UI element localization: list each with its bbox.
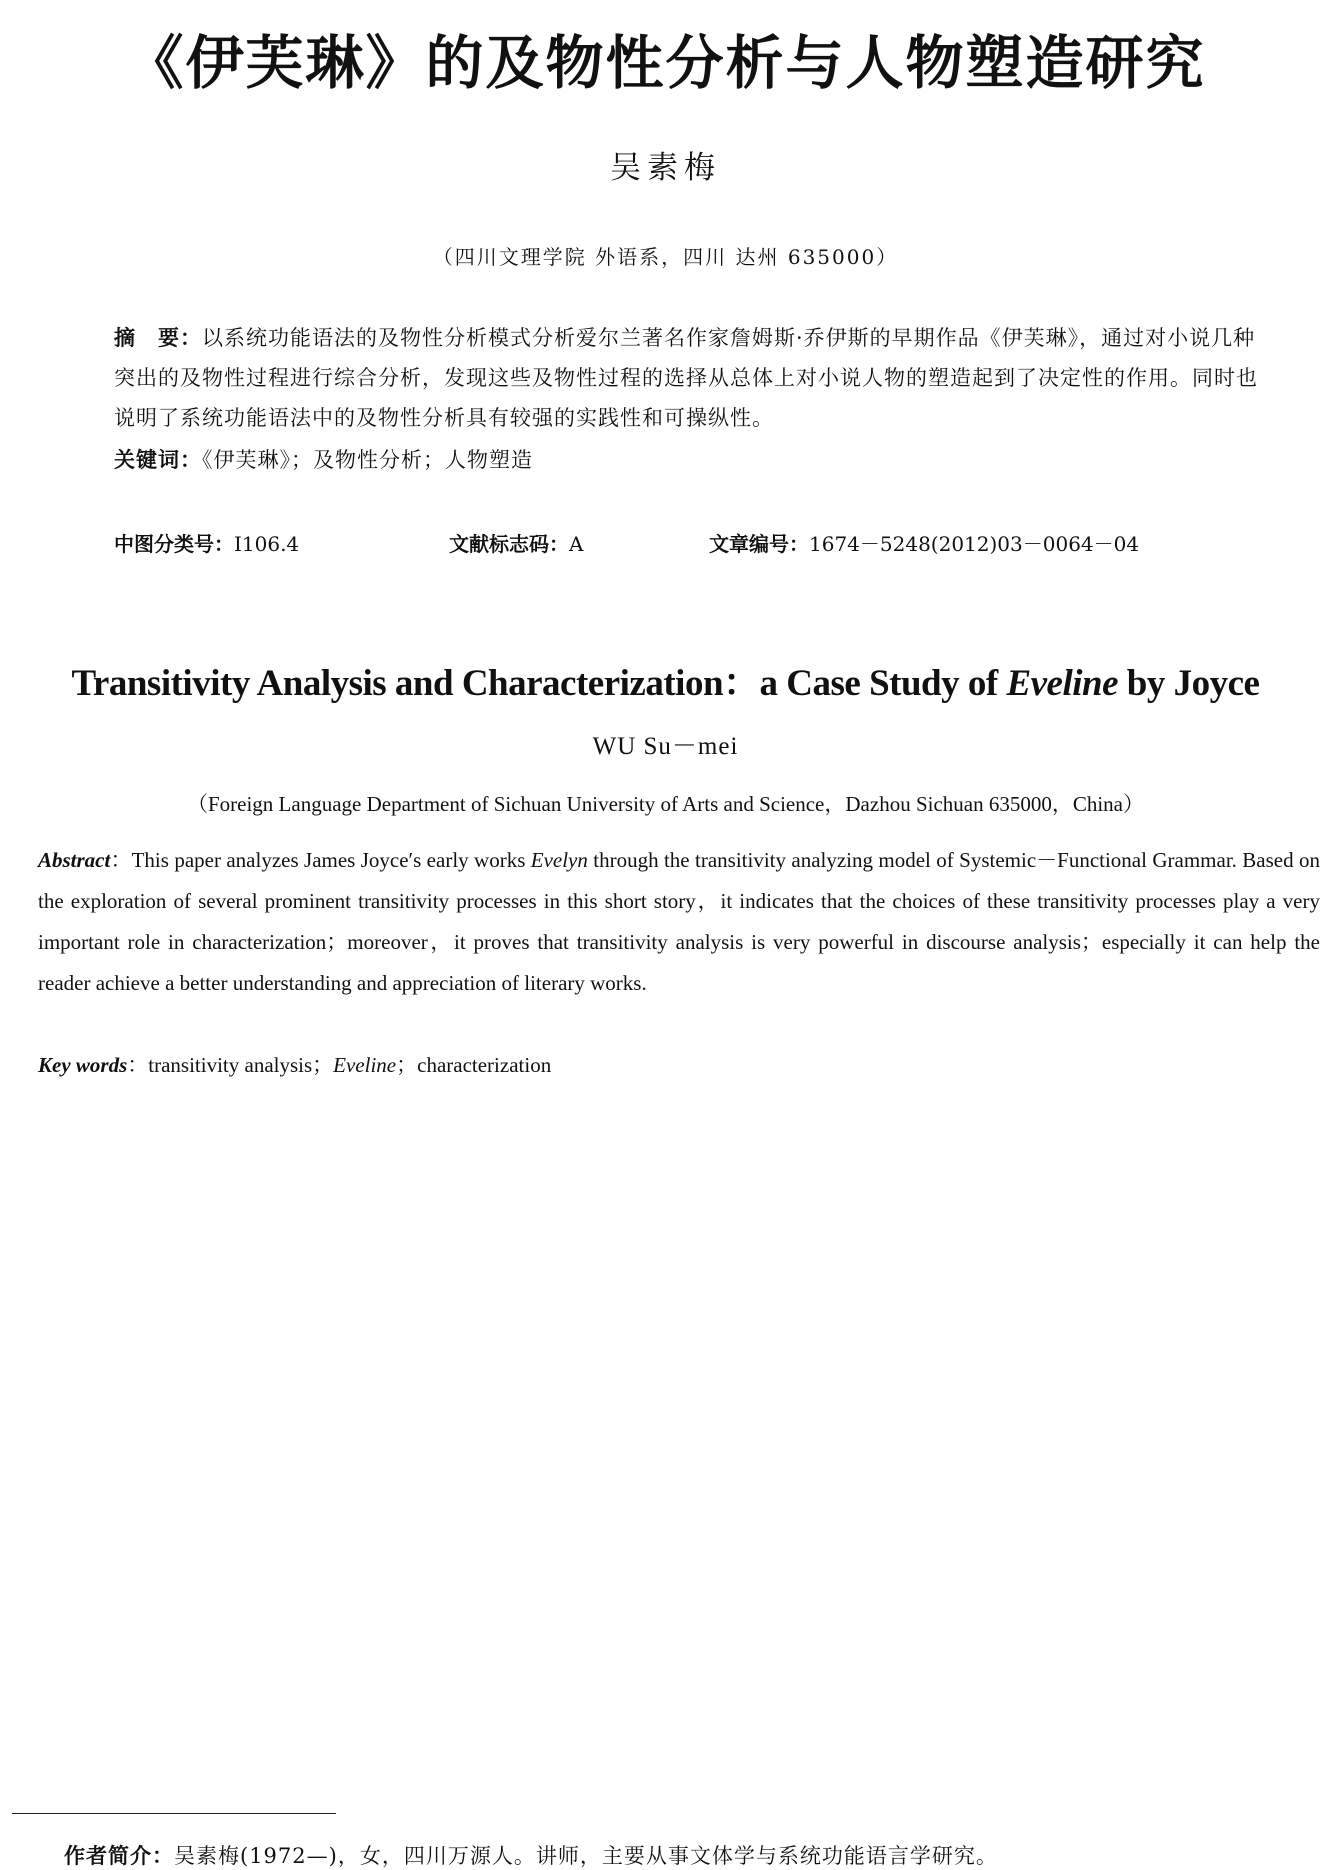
chinese-abstract <box>64 318 1264 438</box>
english-abstract-italic: Evelyn <box>530 848 588 872</box>
english-title-italic: Eveline <box>1006 663 1119 704</box>
chinese-keywords-text: 《伊芙琳》；及物性分析；人物塑造 <box>202 448 533 472</box>
clc-value: I106.4 <box>234 532 300 556</box>
clc-label: 中图分类号： <box>114 532 234 556</box>
english-title-part2: by Joyce <box>1118 663 1260 704</box>
article-number-label: 文章编号： <box>709 532 809 556</box>
english-title-part1: Transitivity Analysis and Characterization：a Case Study of <box>71 663 1007 704</box>
english-abstract-post: through the transitivity analyzing model of Systemic－Functional Grammar. Based on the exploration of several prominent transitivity processes in this short story，it indicates that the choices of these transitivity processes play a very important role in characterization；moreover，it proves that transitivity analysis is very powerful in discourse analysis；especially it can help the reader achieve a better understanding and appreciation of literary works. <box>38 848 1320 995</box>
article-number-value: 1674－5248(2012)03－0064－04 <box>809 532 1140 556</box>
english-keywords-label: Key words <box>38 1053 128 1077</box>
english-keywords-italic: Eveline <box>333 1053 397 1077</box>
article-number <box>709 528 1139 557</box>
chinese-keywords-label: 关键词： <box>114 448 202 472</box>
english-abstract-sep: ： <box>110 848 132 872</box>
english-keywords <box>38 1049 551 1079</box>
english-title <box>0 652 1331 706</box>
english-abstract-label: Abstract <box>38 848 111 872</box>
english-abstract-pre: This paper analyzes James Joyce′s early works <box>131 848 531 872</box>
document-code-label: 文献标志码： <box>449 532 569 556</box>
footnote-text: 吴素梅(1972—)，女，四川万源人。讲师，主要从事文体学与系统功能语言学研究。 <box>174 1844 998 1868</box>
footnote-divider <box>12 1813 336 1814</box>
author-footnote <box>64 1840 998 1870</box>
chinese-keywords <box>114 444 533 474</box>
clc-number <box>114 528 299 557</box>
chinese-affiliation: （四川文理学院 外语系，四川 达州 635000） <box>432 245 899 269</box>
chinese-abstract-label: 摘 要： <box>114 326 202 350</box>
document-code <box>449 528 583 557</box>
english-keywords-sep: ： <box>127 1053 149 1077</box>
chinese-title: 《伊芙琳》的及物性分析与人物塑造研究 <box>125 29 1206 97</box>
chinese-author: 吴素梅 <box>610 150 721 186</box>
english-keywords-pre: transitivity analysis； <box>148 1053 334 1077</box>
chinese-abstract-text: 以系统功能语法的及物性分析模式分析爱尔兰著名作家詹姆斯·乔伊斯的早期作品《伊芙琳》，通过对小说几种突出的及物性过程进行综合分析，发现这些及物性过程的选择从总体上对小说人物的塑造起到了决定性的作用。同时也说明了系统功能语法中的及物性分析具有较强的实践性和可操纵性。 <box>114 326 1258 430</box>
english-abstract <box>12 840 1320 1004</box>
document-code-value: A <box>569 532 584 556</box>
english-author: WU Su－mei <box>592 733 739 760</box>
english-affiliation: （Foreign Language Department of Sichuan University of Arts and Science，Dazhou Sichuan 635000，China） <box>186 792 1145 816</box>
footnote-label: 作者简介： <box>64 1844 174 1868</box>
english-keywords-post: ；characterization <box>396 1053 552 1077</box>
